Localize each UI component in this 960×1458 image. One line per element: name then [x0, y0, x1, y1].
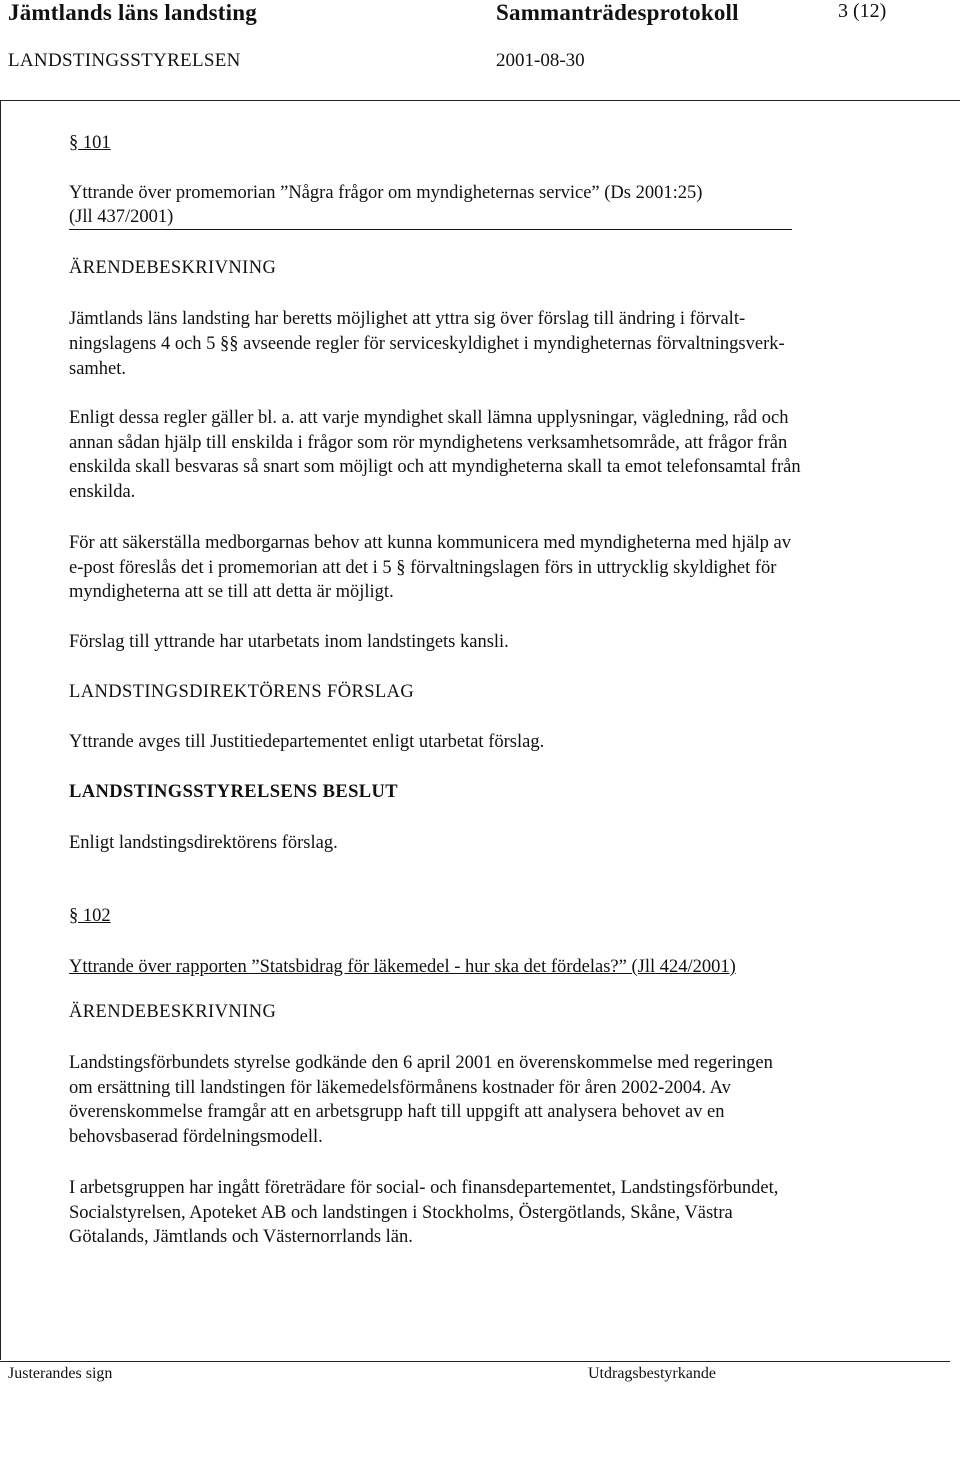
item-101-heading-background: ÄRENDEBESKRIVNING	[69, 258, 277, 278]
meeting-date: 2001-08-30	[496, 50, 585, 71]
item-101-p2-line-1: Enligt dessa regler gäller bl. a. att varje myndighet skall lämna upplysningar, vägledning, råd och	[69, 408, 789, 428]
item-101-number: § 101	[69, 133, 111, 153]
document-type: Sammanträdesprotokoll	[496, 0, 739, 25]
item-101-p1-line-1: Jämtlands läns landsting har beretts möjlighet att yttra sig över förslag till ändring i förvalt-	[69, 309, 746, 329]
item-101-proposal-text: Yttrande avges till Justitiedepartementet enligt utarbetat förslag.	[69, 732, 545, 752]
item-102-p1-line-2: om ersättning till landstingen för läkemedelsförmånens kostnader för åren 2002-2004. Av	[69, 1078, 731, 1098]
item-102-number: § 102	[69, 906, 111, 926]
item-102-title: Yttrande över rapporten ”Statsbidrag för läkemedel - hur ska det fördelas?” (Jll 424/2001)	[69, 957, 736, 977]
item-101-p1-line-2: ningslagens 4 och 5 §§ avseende regler för serviceskyldighet i myndigheternas förvaltningsverk-	[69, 334, 785, 354]
left-margin-rule	[0, 100, 1, 1360]
item-101-title-underline	[69, 229, 792, 230]
item-101-p3-line-3: myndigheterna att se till att detta är möjligt.	[69, 582, 394, 602]
item-102-p1-line-4: behovsbaserad fördelningsmodell.	[69, 1127, 323, 1147]
header-divider	[0, 100, 960, 101]
item-101-p3-line-2: e-post föreslås det i promemorian att det i 5 § förvaltningslagen förs in uttrycklig skyldighet för	[69, 558, 777, 578]
item-101-decision-text: Enligt landstingsdirektörens förslag.	[69, 833, 338, 853]
board-name: LANDSTINGSSTYRELSEN	[8, 50, 241, 71]
item-101-title-line-2: (Jll 437/2001)	[69, 207, 174, 227]
footer-adjuster-signature: Justerandes sign	[8, 1365, 113, 1382]
item-102-p2-line-3: Götalands, Jämtlands och Västernorrlands län.	[69, 1227, 413, 1247]
item-101-heading-proposal: LANDSTINGSDIREKTÖRENS FÖRSLAG	[69, 682, 415, 702]
item-102-heading-background: ÄRENDEBESKRIVNING	[69, 1002, 277, 1022]
item-101-p1-line-3: samhet.	[69, 359, 127, 379]
organization-name: Jämtlands läns landsting	[8, 0, 257, 25]
item-101-title-line-1: Yttrande över promemorian ”Några frågor om myndigheternas service” (Ds 2001:25)	[69, 183, 703, 203]
item-102-p1-line-3: överenskommelse framgår att en arbetsgrupp haft till uppgift att analysera behovet av en	[69, 1102, 725, 1122]
footer-divider	[0, 1361, 950, 1362]
item-102-p2-line-2: Socialstyrelsen, Apoteket AB och landstingen i Stockholms, Östergötlands, Skåne, Västra	[69, 1203, 733, 1223]
item-102-p1-line-1: Landstingsförbundets styrelse godkände den 6 april 2001 en överenskommelse med regeringen	[69, 1053, 773, 1073]
item-101-p2-line-3: enskilda skall besvaras så snart som möjligt och att myndigheterna skall ta emot telefonsamtal från	[69, 457, 801, 477]
footer-extract-certification: Utdragsbestyrkande	[588, 1365, 716, 1382]
page-number: 3 (12)	[838, 0, 887, 22]
item-101-p4: Förslag till yttrande har utarbetats inom landstingets kansli.	[69, 632, 509, 652]
item-101-heading-decision: LANDSTINGSSTYRELSENS BESLUT	[69, 782, 399, 802]
item-101-p2-line-2: annan sådan hjälp till enskilda i frågor som rör myndighetens verksamhetsområde, att frågor från	[69, 433, 788, 453]
item-101-p3-line-1: För att säkerställa medborgarnas behov att kunna kommunicera med myndigheterna med hjälp av	[69, 533, 791, 553]
item-101-p2-line-4: enskilda.	[69, 482, 136, 502]
item-102-p2-line-1: I arbetsgruppen har ingått företrädare för social- och finansdepartementet, Landstingsförbundet,	[69, 1178, 779, 1198]
